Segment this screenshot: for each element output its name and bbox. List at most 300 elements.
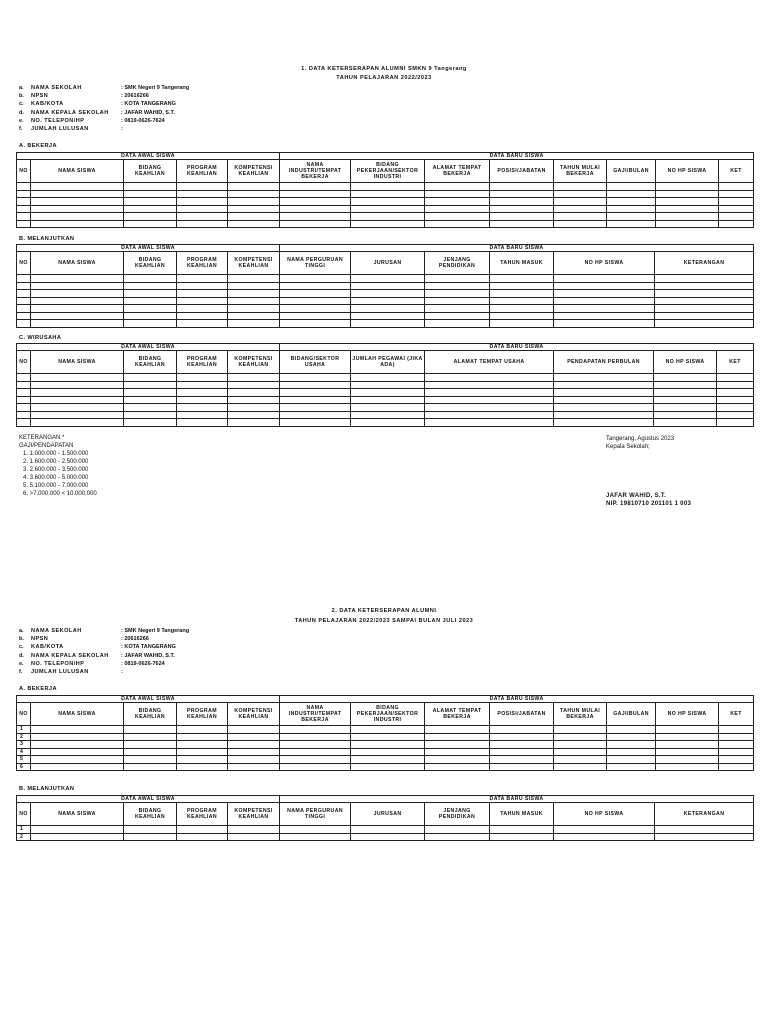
table-cell (31, 726, 124, 734)
table-cell (228, 419, 280, 427)
group-header-baru: DATA BARU SISWA (280, 245, 754, 252)
table-cell (31, 741, 124, 749)
table-cell (228, 733, 280, 741)
signature-place-date: Tangerang, Agustus 2023 (606, 436, 675, 442)
table-row (17, 374, 754, 382)
table-cell (280, 198, 351, 206)
table-cell (17, 396, 31, 404)
table-cell (228, 213, 280, 221)
table-cell (425, 733, 490, 741)
col-header: NAMA PERGURUAN TINGGI (280, 252, 351, 275)
table-cell (351, 190, 425, 198)
group-header-baru: DATA BARU SISWA (280, 344, 754, 351)
table-cell (124, 733, 177, 741)
table-cell (351, 305, 425, 313)
table-cell (124, 741, 177, 749)
col-header: TAHUN MASUK (490, 803, 554, 826)
table-cell (425, 275, 490, 283)
table-row (17, 305, 754, 313)
col-header: KET (717, 351, 754, 374)
keterangan-item: 6. >7.000.000 < 10.000.000 (23, 491, 97, 497)
table-cell (31, 305, 124, 313)
table-cell (228, 198, 280, 206)
table-cell (554, 205, 607, 213)
table-cell (228, 320, 280, 328)
table-cell (425, 381, 554, 389)
table-cell (351, 297, 425, 305)
table-cell (280, 763, 351, 771)
table-cell (717, 374, 754, 382)
table-cell (425, 282, 490, 290)
bekerja-table (16, 152, 754, 228)
table-cell (17, 183, 31, 191)
table-cell (656, 733, 719, 741)
table-cell (654, 419, 717, 427)
doc2-subtitle: TAHUN PELAJARAN 2022/2023 SAMPAI BULAN JULI 2023 (294, 618, 474, 624)
col-header: NO (17, 351, 31, 374)
table-cell (280, 374, 351, 382)
table-cell (177, 419, 228, 427)
table-cell (719, 741, 754, 749)
table-cell (17, 389, 31, 397)
table-cell (425, 756, 490, 764)
table-cell (228, 312, 280, 320)
table-cell (124, 411, 177, 419)
table-cell (425, 411, 554, 419)
keterangan-title: KETERANGAN * (19, 435, 65, 441)
table-cell (280, 190, 351, 198)
table-cell (490, 183, 554, 191)
col-header: ALAMAT TEMPAT BEKERJA (425, 160, 490, 183)
table-cell (228, 741, 280, 749)
table-cell (351, 183, 425, 191)
table-cell (177, 290, 228, 298)
table-cell (31, 297, 124, 305)
table-cell (655, 275, 754, 283)
table-cell (719, 220, 754, 228)
table-cell (31, 275, 124, 283)
table-cell (554, 826, 655, 834)
table-cell (490, 198, 554, 206)
table-row (17, 726, 754, 734)
table-cell (425, 198, 490, 206)
table-cell (656, 213, 719, 221)
doc1-subtitle: TAHUN PELAJARAN 2022/2023 (336, 75, 432, 81)
table-cell (124, 290, 177, 298)
info-row: d. NAMA KEPALA SEKOLAH : JAFAR WAHID, S.T. (19, 109, 175, 116)
table-cell (124, 282, 177, 290)
table-cell (124, 213, 177, 221)
table-cell (554, 756, 607, 764)
table-cell (425, 305, 490, 313)
table-cell (31, 833, 124, 841)
table-cell (554, 726, 607, 734)
table-cell (656, 183, 719, 191)
table-cell (490, 205, 554, 213)
table-row (17, 396, 754, 404)
table-cell (425, 763, 490, 771)
keterangan-item: 5. 5.100.000 - 7.000.000 (23, 483, 89, 489)
table-row (17, 833, 754, 841)
row-number: 5 (17, 756, 31, 764)
signature-nip: NIP. 19810710 201101 1 003 (606, 501, 692, 507)
table-cell (31, 756, 124, 764)
table-cell (124, 205, 177, 213)
table-cell (228, 290, 280, 298)
table-cell (607, 205, 656, 213)
table-cell (280, 297, 351, 305)
col-header: KETERANGAN (655, 803, 754, 826)
table-cell (351, 374, 425, 382)
table-cell (124, 198, 177, 206)
table-cell (425, 396, 554, 404)
table-cell (554, 305, 655, 313)
table-cell (17, 374, 31, 382)
table-cell (124, 183, 177, 191)
table-cell (490, 833, 554, 841)
table-cell (280, 396, 351, 404)
table-cell (607, 756, 656, 764)
table-cell (554, 411, 654, 419)
table-cell (425, 826, 490, 834)
table-cell (31, 763, 124, 771)
table-cell (607, 726, 656, 734)
table-cell (719, 763, 754, 771)
col-header: BIDANG KEAHLIAN (124, 703, 177, 726)
table-cell (31, 220, 124, 228)
table-cell (607, 213, 656, 221)
table-cell (17, 381, 31, 389)
col-header: ALAMAT TEMPAT BEKERJA (425, 703, 490, 726)
table-cell (425, 290, 490, 298)
table-cell (554, 320, 655, 328)
table-cell (655, 305, 754, 313)
table-cell (124, 748, 177, 756)
table-cell (228, 183, 280, 191)
table-cell (124, 305, 177, 313)
table-row (17, 320, 754, 328)
col-header: NO (17, 160, 31, 183)
signature-name: JAFAR WAHID, S.T. (606, 493, 667, 499)
table-cell (124, 756, 177, 764)
table-row (17, 756, 754, 764)
table-cell (17, 312, 31, 320)
table-cell (280, 320, 351, 328)
section-melanjutkan-label: B. MELANJUTKAN (19, 786, 75, 792)
table-row (17, 404, 754, 412)
section-bekerja-label: A. BEKERJA (19, 143, 57, 149)
table-cell (351, 205, 425, 213)
table-cell (554, 419, 654, 427)
table-cell (490, 733, 554, 741)
table-cell (554, 741, 607, 749)
table-row (17, 389, 754, 397)
table-cell (17, 282, 31, 290)
table-cell (31, 205, 124, 213)
table-cell (31, 381, 124, 389)
col-header: PROGRAM KEAHLIAN (177, 703, 228, 726)
col-header: TAHUN MULAI BEKERJA (554, 703, 607, 726)
table-cell (31, 374, 124, 382)
table-cell (280, 213, 351, 221)
col-header: TAHUN MASUK (490, 252, 554, 275)
col-header: JUMLAH PEGAWAI (JIKA ADA) (351, 351, 425, 374)
table-cell (280, 756, 351, 764)
col-header: NAMA SISWA (31, 703, 124, 726)
table-cell (717, 411, 754, 419)
table-cell (607, 763, 656, 771)
table-cell (425, 183, 490, 191)
table-cell (656, 748, 719, 756)
signature-name-block (606, 492, 691, 508)
table-row (17, 419, 754, 427)
table-cell (717, 419, 754, 427)
col-header: NO HP SISWA (656, 703, 719, 726)
table-cell (124, 275, 177, 283)
table-cell (655, 297, 754, 305)
table-cell (124, 726, 177, 734)
table-row (17, 213, 754, 221)
info-row: b. NPSN : 20616266 (19, 93, 149, 100)
keterangan-subtitle: GAJI/PENDAPATAN (19, 443, 74, 449)
table-cell (351, 826, 425, 834)
row-number: 2 (17, 833, 31, 841)
table-cell (177, 756, 228, 764)
table-cell (17, 305, 31, 313)
table-cell (280, 826, 351, 834)
row-number: 3 (17, 741, 31, 749)
table-cell (31, 190, 124, 198)
table-cell (177, 213, 228, 221)
table-cell (177, 220, 228, 228)
table-row (17, 282, 754, 290)
table-cell (425, 213, 490, 221)
table-cell (228, 205, 280, 213)
table-cell (554, 763, 607, 771)
doc1-title: 1. DATA KETERSERAPAN ALUMNI SMKN 9 Tangerang (301, 66, 467, 72)
col-header: PROGRAM KEAHLIAN (177, 803, 228, 826)
table-cell (351, 275, 425, 283)
table-cell (717, 381, 754, 389)
table-cell (425, 297, 490, 305)
table-cell (654, 396, 717, 404)
doc2-title: 2. DATA KETERSERAPAN ALUMNI (331, 608, 437, 614)
table-cell (425, 726, 490, 734)
table-cell (425, 404, 554, 412)
table-cell (17, 220, 31, 228)
table-cell (177, 826, 228, 834)
table-cell (177, 275, 228, 283)
row-number: 6 (17, 763, 31, 771)
table-cell (228, 726, 280, 734)
table-cell (124, 419, 177, 427)
table-cell (228, 282, 280, 290)
table-cell (228, 756, 280, 764)
table-cell (490, 741, 554, 749)
doc1-school-info (19, 84, 189, 133)
table-cell (280, 748, 351, 756)
table-cell (490, 826, 554, 834)
group-header-awal: DATA AWAL SISWA (17, 153, 280, 160)
table-cell (177, 411, 228, 419)
table-cell (351, 404, 425, 412)
table-cell (554, 389, 654, 397)
table-cell (719, 213, 754, 221)
table-cell (228, 305, 280, 313)
empty-rows (17, 275, 754, 328)
table-cell (228, 190, 280, 198)
table-cell (554, 374, 654, 382)
table-cell (31, 411, 124, 419)
table-cell (654, 381, 717, 389)
table-cell (655, 826, 754, 834)
info-row: c. KAB/KOTA : KOTA TANGERANG (19, 644, 176, 651)
col-header: KETERANGAN (655, 252, 754, 275)
info-row: e. NO. TELEPON/HP : 0819-0626-7624 (19, 660, 165, 667)
table-cell (31, 389, 124, 397)
table-cell (124, 320, 177, 328)
info-row: f. JUMLAH LULUSAN : (19, 126, 123, 133)
table-cell (177, 320, 228, 328)
table-cell (17, 290, 31, 298)
table-cell (351, 290, 425, 298)
col-header: KOMPETENSI KEAHLIAN (228, 803, 280, 826)
col-header: NAMA SISWA (31, 160, 124, 183)
table-cell (490, 763, 554, 771)
table-cell (17, 198, 31, 206)
wirusaha-table (16, 343, 754, 427)
table-cell (554, 198, 607, 206)
numbered-rows (17, 726, 754, 771)
table-cell (177, 183, 228, 191)
table-row (17, 826, 754, 834)
table-cell (425, 374, 554, 382)
table-cell (280, 726, 351, 734)
table-row (17, 290, 754, 298)
table-cell (351, 220, 425, 228)
table-cell (31, 733, 124, 741)
table-cell (719, 756, 754, 764)
table-cell (177, 833, 228, 841)
table-cell (654, 389, 717, 397)
table-row (17, 763, 754, 771)
empty-rows (17, 374, 754, 427)
table-cell (17, 411, 31, 419)
table-cell (656, 220, 719, 228)
keterangan-item: 1. 1.000.000 - 1.500.000 (23, 451, 89, 457)
table-cell (17, 275, 31, 283)
table-cell (607, 733, 656, 741)
info-row: d. NAMA KEPALA SEKOLAH : JAFAR WAHID, S.T. (19, 652, 175, 659)
table-cell (17, 404, 31, 412)
table-cell (31, 396, 124, 404)
table-cell (177, 741, 228, 749)
table-cell (177, 312, 228, 320)
group-header-baru: DATA BARU SISWA (280, 696, 754, 703)
table-cell (351, 419, 425, 427)
table-cell (280, 305, 351, 313)
table-cell (177, 282, 228, 290)
col-header: NAMA PERGURUAN TINGGI (280, 803, 351, 826)
table-cell (280, 220, 351, 228)
table-cell (554, 833, 655, 841)
table-cell (719, 190, 754, 198)
table-cell (607, 198, 656, 206)
table-cell (656, 756, 719, 764)
table-cell (177, 374, 228, 382)
table-cell (280, 741, 351, 749)
col-header: NAMA INDUSTRI/TEMPAT BEKERJA (280, 703, 351, 726)
table-cell (228, 374, 280, 382)
info-row: c. KAB/KOTA : KOTA TANGERANG (19, 101, 176, 108)
table-cell (425, 833, 490, 841)
table-cell (425, 389, 554, 397)
table-cell (280, 275, 351, 283)
group-header-baru: DATA BARU SISWA (280, 153, 754, 160)
group-header-baru: DATA BARU SISWA (280, 796, 754, 803)
table-cell (554, 290, 655, 298)
table-cell (490, 282, 554, 290)
group-header-awal: DATA AWAL SISWA (17, 344, 280, 351)
col-header: POSISI/JABATAN (490, 160, 554, 183)
info-row: e. NO. TELEPON/HP : 0819-0626-7624 (19, 117, 165, 124)
table-row (17, 275, 754, 283)
group-header-awal: DATA AWAL SISWA (17, 696, 280, 703)
table-cell (719, 726, 754, 734)
table-cell (554, 190, 607, 198)
col-header: GAJI/BULAN (607, 160, 656, 183)
table-cell (177, 726, 228, 734)
table-cell (655, 833, 754, 841)
table-cell (719, 733, 754, 741)
table-row (17, 733, 754, 741)
col-header: NO (17, 703, 31, 726)
table-cell (228, 763, 280, 771)
table-cell (554, 748, 607, 756)
table-cell (31, 198, 124, 206)
table-cell (490, 756, 554, 764)
table-cell (17, 205, 31, 213)
table-cell (228, 748, 280, 756)
table-cell (31, 748, 124, 756)
col-header: BIDANG PEKERJAAN/SEKTOR INDUSTRI (351, 703, 425, 726)
signature-role: Kepala Sekolah; (606, 444, 650, 450)
info-row: a. NAMA SEKOLAH : SMK Negeri 9 Tangerang (19, 628, 190, 634)
row-number: 4 (17, 748, 31, 756)
section-bekerja-label: A. BEKERJA (19, 686, 57, 692)
table-cell (228, 220, 280, 228)
table-cell (425, 320, 490, 328)
table-cell (554, 297, 655, 305)
col-header: NO HP SISWA (654, 351, 717, 374)
table-cell (425, 312, 490, 320)
table-cell (177, 396, 228, 404)
table-row (17, 198, 754, 206)
table-cell (228, 381, 280, 389)
table-cell (717, 404, 754, 412)
numbered-rows (17, 826, 754, 841)
col-header: BIDANG KEAHLIAN (124, 803, 177, 826)
table-cell (280, 833, 351, 841)
table-cell (124, 404, 177, 412)
table-cell (719, 748, 754, 756)
info-row: b. NPSN : 20616266 (19, 636, 149, 643)
table-cell (554, 396, 654, 404)
table-cell (177, 748, 228, 756)
col-header: PROGRAM KEAHLIAN (177, 252, 228, 275)
table-cell (554, 282, 655, 290)
table-cell (351, 213, 425, 221)
